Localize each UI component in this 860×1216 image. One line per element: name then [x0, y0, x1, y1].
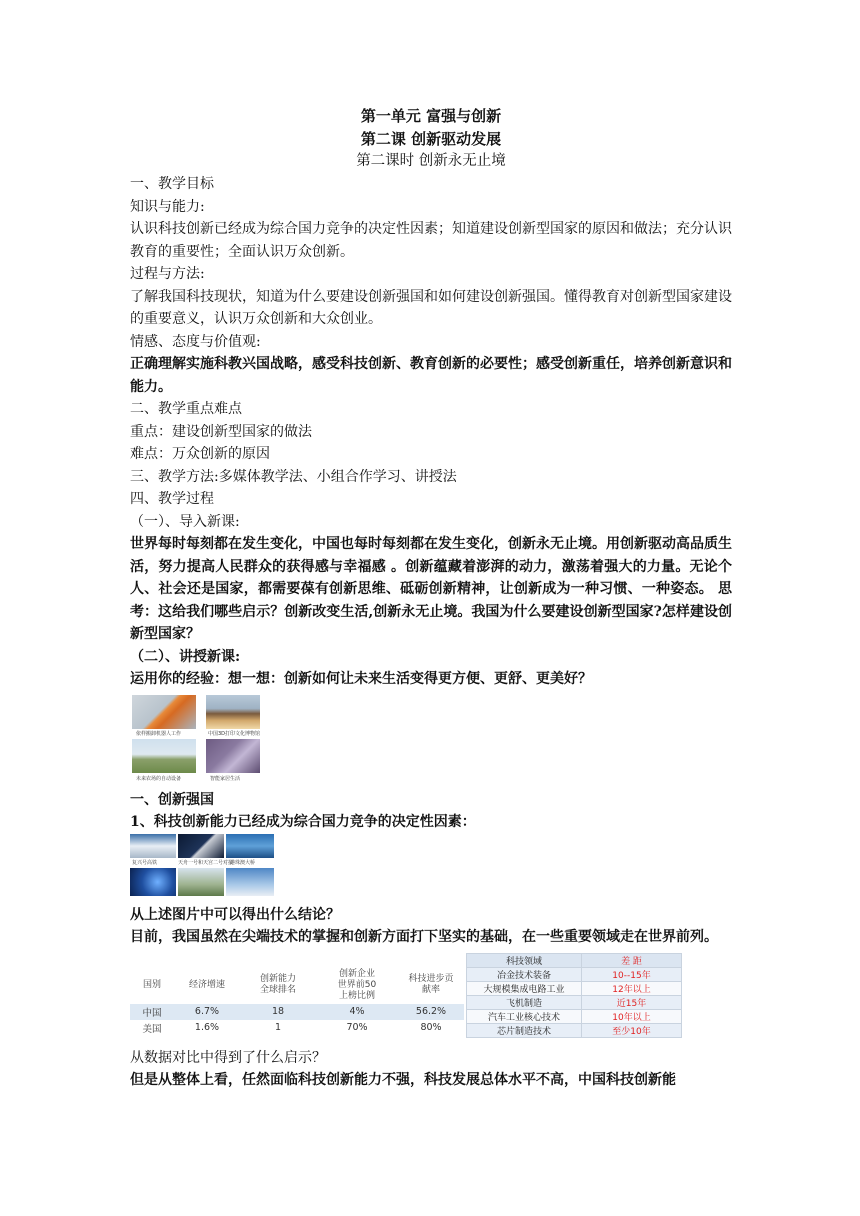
table-cell: 6.7%	[174, 1004, 240, 1020]
compare-header: 国别	[142, 979, 161, 990]
question-1: 从上述图片中可以得出什么结论？	[130, 906, 340, 923]
compare-header: 创新能力 全球排名	[259, 974, 296, 995]
grid1-caption-4: 智能家居生活	[210, 775, 241, 782]
farm-equipment-image	[132, 739, 196, 773]
tech-gap-table	[466, 953, 682, 1038]
table-cell: 近15年	[582, 995, 682, 1009]
period-title: 第二课时 创新永无止境	[356, 153, 506, 169]
table-cell: 56.2%	[398, 1004, 464, 1020]
compare-header: 经济增速	[188, 979, 225, 990]
table-cell: 4%	[316, 1004, 398, 1020]
intro-text: 世界每时每刻都在发生变化，中国也每时每刻都在发生变化，创新永无止境。用创新驱动高品质生活，努力提高人民群众的获得感与幸福感 。创新蕴藏着澎湃的动力，激荡着强大的力量。无论个人、社会还是国家，都需要葆有创新思维、砥砺创新精神，让创新成为一种习惯、一种姿态。 思考：这给我们哪些启示？创新改变生活,创新永无止境。我国为什么要建设创新型国家?怎样建设创新型国家？	[130, 536, 732, 642]
process-label: 过程与方法:	[130, 266, 205, 282]
point-1: 1、科技创新能力已经成为综合国力竞争的决定性因素：	[130, 814, 476, 830]
table-row	[467, 967, 682, 981]
aircraft-image	[226, 868, 274, 896]
answer-2: 但是从整体上看，任然面临科技创新能力不强，科技发展总体水平不高，中国科技创新能	[130, 1072, 676, 1088]
table-cell: 18	[240, 1004, 316, 1020]
key-point: 重点：建设创新型国家的做法	[130, 423, 312, 440]
table-cell: 12年以上	[582, 981, 682, 995]
high-speed-rail-image	[130, 834, 176, 858]
new-lesson-label: （二）、讲授新课:	[130, 648, 241, 665]
document-page	[130, 104, 732, 1092]
unit-title: 第一单元 富强与创新	[360, 107, 502, 125]
table-row	[130, 1004, 464, 1020]
lesson-title: 第二课 创新驱动发展	[360, 130, 502, 148]
table-cell: 美国	[142, 1023, 162, 1035]
table-cell: 1	[274, 1022, 282, 1033]
grid1-caption-1: 依样搬卸机器人工作	[136, 730, 182, 737]
grid1-caption-3: 未来农场的自动设备	[136, 775, 182, 782]
difficult-point: 难点：万众创新的原因	[130, 446, 270, 462]
table-cell: 飞机制造	[467, 995, 582, 1009]
table-row	[467, 981, 682, 995]
table-cell: 10年以上	[582, 1009, 682, 1023]
table-row	[467, 1009, 682, 1023]
objectives-heading: 一、教学目标	[130, 176, 214, 192]
table-cell: 大规模集成电路工业	[467, 981, 582, 995]
table-cell: 冶金技术装备	[467, 967, 582, 981]
compare-header: 创新企业 世界前50 上榜比例	[337, 968, 377, 1001]
grid2-caption-3: 港珠澳大桥	[230, 859, 256, 866]
process-heading: 四、教学过程	[130, 491, 214, 507]
gap-header-row	[467, 953, 682, 967]
question-2: 从数据对比中得到了什么启示？	[130, 1049, 326, 1066]
table-cell: 汽车工业核心技术	[467, 1009, 582, 1023]
life-innovation-image-grid	[130, 693, 272, 785]
keypoints-heading: 二、教学重点难点	[130, 401, 242, 417]
grid1-caption-2: 中国3D打印文化博物馆	[208, 730, 261, 737]
table-cell: 至少10年	[582, 1023, 682, 1037]
answer-1: 目前，我国虽然在尖端技术的掌握和创新方面打下坚实的基础，在一些重要领域走在世界前列。	[130, 929, 718, 945]
tech-achievement-image-grid	[130, 834, 276, 900]
intro-label: （一）、导入新课:	[130, 513, 240, 530]
attitude-label: 情感、态度与价值观:	[130, 333, 261, 350]
section-innovation-nation: 一、创新强国	[130, 791, 214, 808]
grid2-caption-1: 复兴号高铁	[132, 859, 158, 866]
space-docking-image	[178, 834, 224, 858]
process-text: 了解我国科技现状，知道为什么要建设创新强国和如何建设创新强国。懂得教育对创新型国家建设的重要意义，认识万众创新和大众创业。	[130, 288, 732, 327]
knowledge-text: 认识科技创新已经成为综合国力竞争的决定性因素；知道建设创新型国家的原因和做法；充分认识教育的重要性；全面认识万众创新。	[130, 221, 732, 260]
3d-print-museum-image	[206, 695, 260, 729]
robot-worker-image	[132, 695, 196, 729]
table-cell: 80%	[420, 1022, 442, 1033]
table-row	[467, 1023, 682, 1037]
compare-header-row	[130, 967, 464, 1004]
attitude-text: 正确理解实施科教兴国战略，感受科技创新、教育创新的必要性；感受创新重任，培养创新意识和能力。	[130, 356, 732, 395]
telescope-image	[178, 868, 224, 896]
table-cell: 10--15年	[582, 967, 682, 981]
gap-header: 差 距	[582, 953, 682, 967]
compare-header: 科技进步贡 献率	[408, 974, 454, 995]
data-tables	[130, 953, 732, 1045]
table-cell: 芯片制造技术	[467, 1023, 582, 1037]
table-cell: 70%	[346, 1022, 368, 1033]
quantum-image	[130, 868, 176, 896]
bridge-image	[226, 834, 274, 858]
gap-header: 科技领域	[467, 953, 582, 967]
smart-home-image	[206, 739, 260, 773]
table-cell: 中国	[130, 1004, 174, 1020]
table-row	[130, 1020, 464, 1036]
methods-line: 三、教学方法:多媒体教学法、小组合作学习、讲授法	[130, 468, 457, 485]
china-us-compare-table	[130, 967, 464, 1036]
knowledge-label: 知识与能力:	[130, 198, 205, 215]
table-row	[467, 995, 682, 1009]
grid2-caption-2: 天舟一号和天宫二号对接	[178, 859, 234, 866]
table-cell: 1.6%	[194, 1022, 220, 1033]
experience-prompt: 运用你的经验：想一想：创新如何让未来生活变得更方便、更舒、更美好？	[130, 671, 592, 687]
